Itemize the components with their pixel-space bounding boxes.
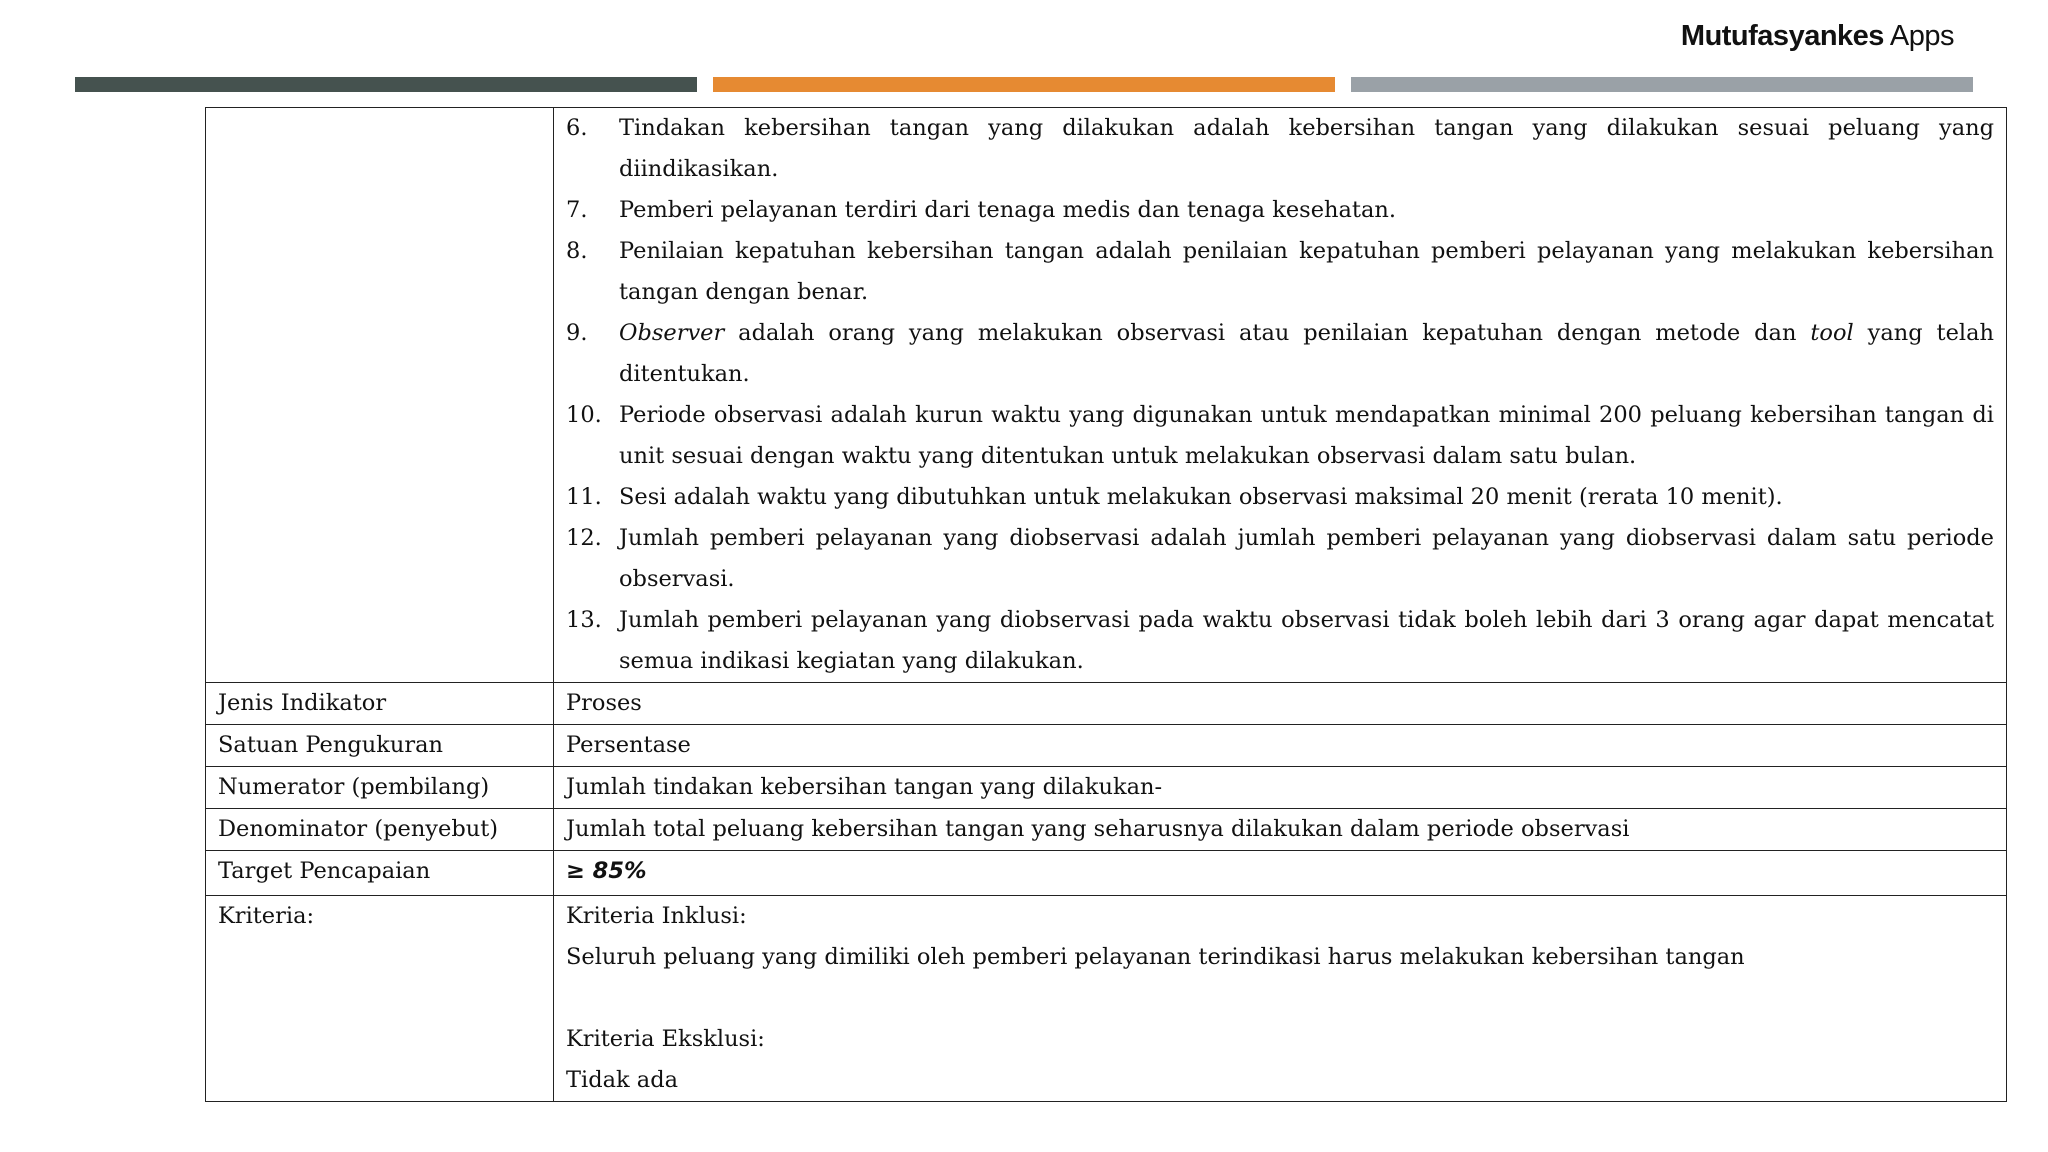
brand-title: [1681, 20, 1954, 53]
definition-italic-term: Observer: [619, 320, 725, 346]
row-label: Satuan Pengukuran: [206, 725, 554, 767]
definition-number: 10.: [566, 402, 602, 428]
header-bar-gray: [1351, 77, 1973, 92]
target-value: ≥ 85%: [566, 858, 647, 884]
header-bar-dark: [75, 77, 697, 92]
definition-number: 6.: [566, 115, 588, 141]
numerator-row: [206, 767, 2007, 809]
definition-text: Tindakan kebersihan tangan yang dilakukan adalah kebersihan tangan yang dilakukan sesuai peluang yang diindikasikan.: [619, 115, 1994, 182]
definitions-row: [206, 108, 2007, 683]
definition-item: [566, 395, 1994, 477]
row-label: Target Pencapaian: [206, 851, 554, 896]
definition-number: 8.: [566, 238, 588, 264]
definition-text: [619, 313, 1994, 395]
satuan-pengukuran-row: [206, 725, 2007, 767]
definitions-cell: [554, 108, 2007, 683]
spacer: [566, 978, 1994, 1019]
row-label: Kriteria:: [206, 896, 554, 1102]
kriteria-eksklusi-title: Kriteria Eksklusi:: [566, 1026, 765, 1052]
row-value: Jumlah total peluang kebersihan tangan yang seharusnya dilakukan dalam periode observasi: [554, 809, 2007, 851]
row-label: Denominator (penyebut): [206, 809, 554, 851]
brand-regular: Apps: [1889, 20, 1954, 52]
kriteria-inklusi-text: Seluruh peluang yang dimiliki oleh pemberi pelayanan terindikasi harus melakukan kebersihan tangan: [566, 944, 1745, 970]
definition-item: [566, 518, 1994, 600]
definition-number: 12.: [566, 525, 602, 551]
definition-item: [566, 313, 1994, 395]
definitions-list: [566, 108, 1994, 682]
definition-number: 11.: [566, 484, 602, 510]
kriteria-eksklusi-text: Tidak ada: [566, 1067, 679, 1093]
row-value: [554, 851, 2007, 896]
definition-text: Jumlah pemberi pelayanan yang diobservasi pada waktu observasi tidak boleh lebih dari 3 orang agar dapat mencatat semua indikasi kegiatan yang dilakukan.: [619, 607, 1994, 674]
denominator-row: [206, 809, 2007, 851]
row-value: Persentase: [554, 725, 2007, 767]
row-value: Jumlah tindakan kebersihan tangan yang dilakukan-: [554, 767, 2007, 809]
row-value: Proses: [554, 683, 2007, 725]
header-bar-orange: [713, 77, 1335, 92]
brand-bold: Mutufasyankes: [1680, 20, 1884, 52]
definition-italic-term: tool: [1810, 320, 1854, 346]
row-label: Jenis Indikator: [206, 683, 554, 725]
kriteria-inklusi-title: Kriteria Inklusi:: [566, 903, 747, 929]
jenis-indikator-row: [206, 683, 2007, 725]
definition-number: 7.: [566, 197, 588, 223]
definition-number: 13.: [566, 607, 602, 633]
definition-number: 9.: [566, 320, 588, 346]
row-label: Numerator (pembilang): [206, 767, 554, 809]
definition-text: Sesi adalah waktu yang dibutuhkan untuk melakukan observasi maksimal 20 menit (rerata 10 menit).: [619, 484, 1783, 510]
definition-item: [566, 108, 1994, 190]
target-pencapaian-row: [206, 851, 2007, 896]
definition-text-part: adalah orang yang melakukan observasi atau penilaian kepatuhan dengan metode dan: [724, 320, 1811, 346]
definition-item: [566, 600, 1994, 682]
definition-item: [566, 231, 1994, 313]
definition-text-part: yang telah ditentukan.: [619, 320, 1994, 387]
definitions-label-cell: [206, 108, 554, 683]
definition-text: Jumlah pemberi pelayanan yang diobservasi adalah jumlah pemberi pelayanan yang diobservasi dalam satu periode observasi.: [619, 525, 1994, 592]
kriteria-row: [206, 896, 2007, 1102]
definition-text: Periode observasi adalah kurun waktu yang digunakan untuk mendapatkan minimal 200 peluang kebersihan tangan di unit sesuai dengan waktu yang ditentukan untuk melakukan observasi dalam satu bulan.: [619, 402, 1994, 469]
indicator-table: [205, 107, 2007, 1102]
kriteria-cell: [554, 896, 2007, 1102]
definition-item: [566, 477, 1994, 518]
definition-text: Penilaian kepatuhan kebersihan tangan adalah penilaian kepatuhan pemberi pelayanan yang melakukan kebersihan tangan dengan benar.: [619, 238, 1994, 305]
definition-item: [566, 190, 1994, 231]
definition-text: Pemberi pelayanan terdiri dari tenaga medis dan tenaga kesehatan.: [619, 197, 1397, 223]
